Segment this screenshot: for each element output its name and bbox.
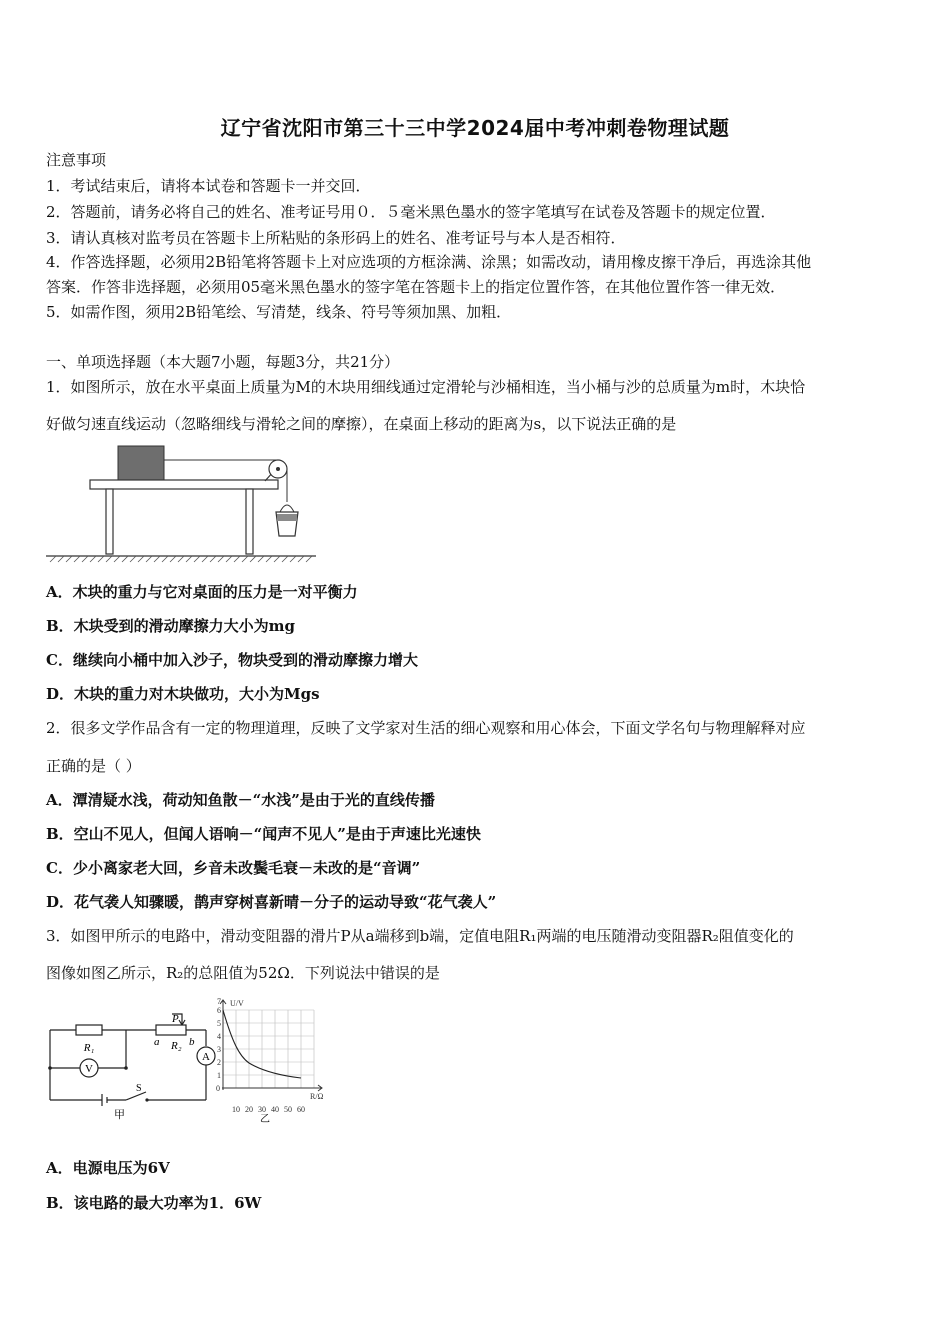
notice-heading: 注意事项 <box>46 151 107 169</box>
option-b: B．该电路的最大功率为1．6W <box>46 1194 262 1212</box>
option-c: C．少小离家老大回，乡音未改鬓毛衰－未改的是“音调” <box>46 859 421 877</box>
notice-item: 5．如需作图，须用2B铅笔绘、写清楚，线条、符号等须加黑、加粗． <box>46 303 512 321</box>
notice-item: 答案．作答非选择题，必须用05毫米黑色墨水的签字笔在答题卡上的指定位置作答，在其他位置作答一律无效． <box>46 278 786 296</box>
option-a: A．木块的重力与它对桌面的压力是一对平衡力 <box>46 583 358 601</box>
slider-p-label: P <box>172 1013 179 1025</box>
y-tick: 3 <box>217 1045 221 1054</box>
y-tick: 5 <box>217 1019 221 1028</box>
r1-label: R₁ <box>83 1042 95 1054</box>
notice-item: 3．请认真核对监考员在答题卡上所粘贴的条形码上的姓名、准考证号与本人是否相符． <box>46 229 626 247</box>
y-tick: 6 <box>217 1006 221 1015</box>
voltage-resistance-graph <box>214 996 338 1124</box>
x-tick: 20 <box>245 1105 253 1114</box>
y-tick: 0 <box>216 1084 220 1093</box>
r2-label: R₂ <box>171 1040 182 1052</box>
graph-caption: 乙 <box>260 1114 270 1124</box>
notice-item: 2．答题前，请务必将自己的姓名、准考证号用０．５毫米黑色墨水的签字笔填写在试卷及答题卡的规定位置． <box>46 203 776 221</box>
graph-y-axis-label: U/V <box>230 999 244 1008</box>
notice-item: 4．作答选择题，必须用2B铅笔将答题卡上对应选项的方框涂满、涂黑；如需改动，请用橡皮擦干净后，再选涂其他 <box>46 253 812 271</box>
switch-label: S <box>136 1083 142 1094</box>
question-3-stem: 3．如图甲所示的电路中，滑动变阻器的滑片P从a端移到b端，定值电阻R₁两端的电压随滑动变阻器R₂阻值变化的 <box>46 927 794 945</box>
option-b: B．木块受到的滑动摩擦力大小为mg <box>46 617 296 635</box>
end-a-label: a <box>154 1036 160 1048</box>
page-title: 辽宁省沈阳市第三十三中学2024届中考冲刺卷物理试题 <box>220 116 730 140</box>
circuit-caption: 甲 <box>114 1109 125 1120</box>
circuit-diagram <box>44 1008 220 1120</box>
option-d: D．花气袭人知骤暖，鹊声穿树喜新晴－分子的运动导致“花气袭人” <box>46 893 497 911</box>
y-tick: 4 <box>217 1032 221 1041</box>
voltmeter-label: V <box>85 1063 93 1075</box>
option-a: A．潭清疑水浅，荷动知鱼散－“水浅”是由于光的直线传播 <box>46 791 435 809</box>
x-tick: 50 <box>284 1105 292 1114</box>
option-b: B．空山不见人，但闻人语响－“闻声不见人”是由于声速比光速快 <box>46 825 481 843</box>
option-d: D．木块的重力对木块做功，大小为Mgs <box>46 685 320 703</box>
notice-item: 1．考试结束后，请将本试卷和答题卡一并交回． <box>46 177 371 195</box>
option-a: A．电源电压为6V <box>46 1159 170 1177</box>
question-1-stem: 1．如图所示，放在水平桌面上质量为M的木块用细线通过定滑轮与沙桶相连，当小桶与沙的总质量为m时，木块恰 <box>46 378 806 396</box>
question-3-stem: 图像如图乙所示，R₂的总阻值为52Ω．下列说法中错误的是 <box>46 964 440 982</box>
x-tick: 40 <box>271 1105 279 1114</box>
x-tick: 30 <box>258 1105 266 1114</box>
y-tick: 7 <box>217 997 221 1006</box>
question-2-stem: 2．很多文学作品含有一定的物理道理，反映了文学家对生活的细心观察和用心体会，下面文学名句与物理解释对应 <box>46 719 806 737</box>
y-tick: 2 <box>217 1058 221 1067</box>
table-pulley-figure <box>44 444 324 568</box>
question-2-stem: 正确的是（ ） <box>46 757 141 775</box>
option-c: C．继续向小桶中加入沙子，物块受到的滑动摩擦力增大 <box>46 651 418 669</box>
question-1-stem: 好做匀速直线运动（忽略细线与滑轮之间的摩擦），在桌面上移动的距离为s，以下说法正确的是 <box>46 415 677 433</box>
ammeter-label: A <box>202 1051 210 1063</box>
section-heading: 一、单项选择题（本大题7小题，每题3分，共21分） <box>46 353 400 371</box>
graph-x-axis-label: R/Ω <box>310 1092 324 1101</box>
x-tick: 60 <box>297 1105 305 1114</box>
x-tick: 10 <box>232 1105 240 1114</box>
end-b-label: b <box>189 1036 195 1048</box>
y-tick: 1 <box>217 1071 221 1080</box>
